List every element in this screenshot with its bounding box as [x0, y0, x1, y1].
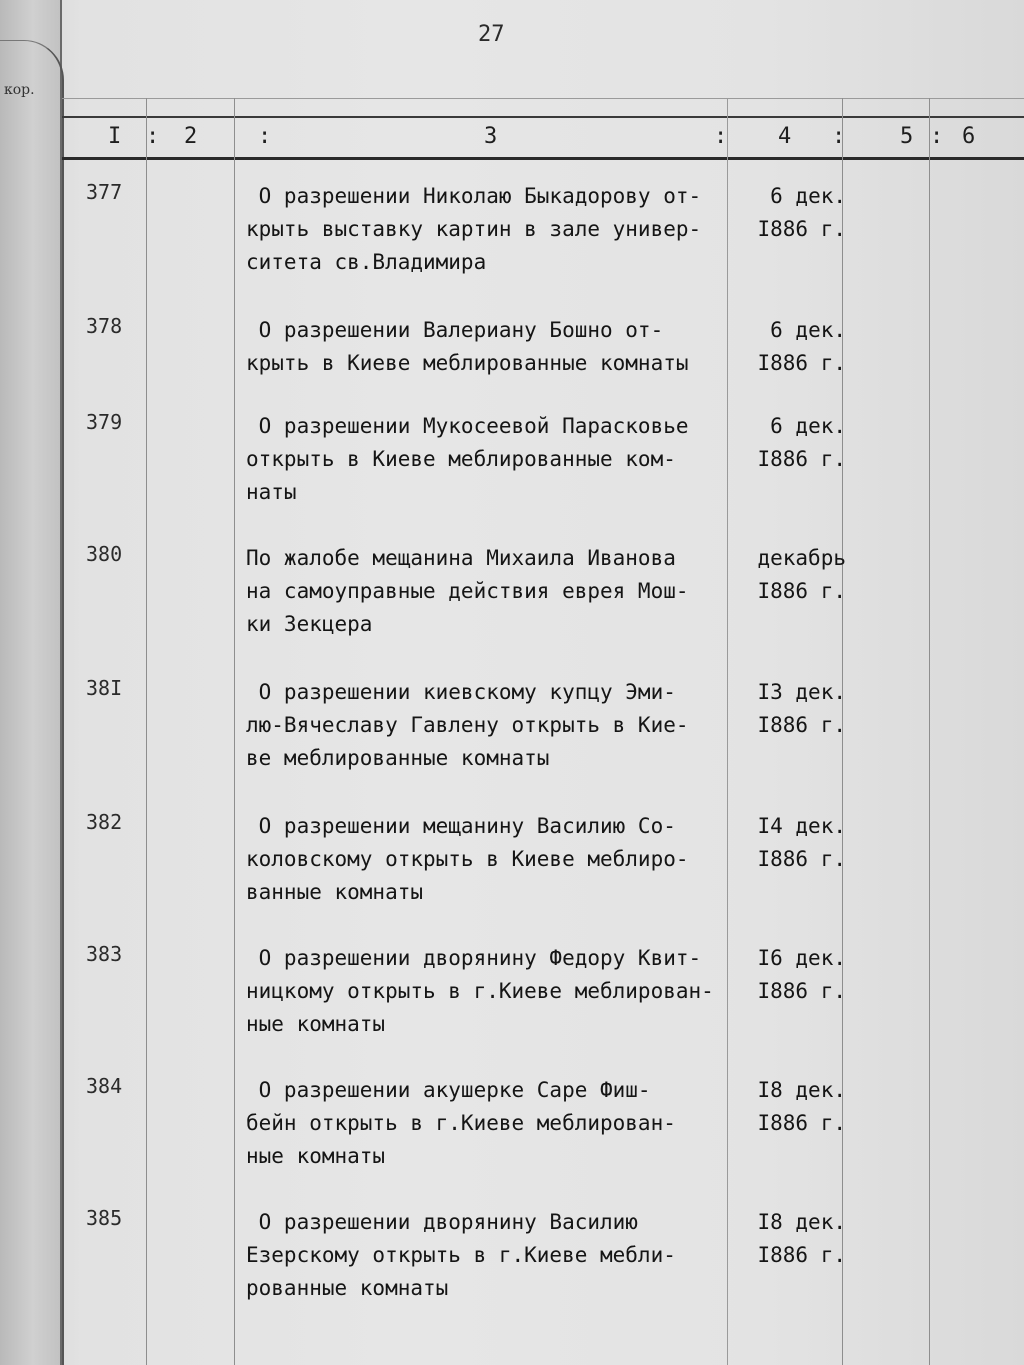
record-date: I886 г. [757, 579, 846, 603]
record-line: ванные комнаты [246, 880, 424, 904]
record-date: I886 г. [757, 1243, 846, 1267]
column-header-2: 2 [184, 124, 198, 149]
record-line: О разрешении Николаю Быкадорову от- 6 дек. [246, 180, 846, 213]
record-number: 382 [86, 810, 123, 834]
record-date: I6 дек. [757, 946, 846, 970]
record-date: 6 дек. [770, 414, 846, 438]
record-line: О разрешении дворянину Федору Квит- I6 дек. [246, 942, 846, 975]
record-line: открыть в Киеве меблированные ком- I886 г. [246, 443, 846, 476]
record-line: О разрешении акушерке Саре Фиш- I8 дек. [246, 1074, 846, 1107]
record-date: I886 г. [757, 979, 846, 1003]
record-line: О разрешении мещанину Василию Со- I4 дек. [246, 810, 846, 843]
column-header-6: 6 [962, 124, 976, 149]
column-header-separator: : [146, 124, 160, 149]
record-line: ные комнаты [246, 1144, 386, 1168]
column-header-1: I [108, 124, 122, 149]
column-header-4: 4 [778, 124, 792, 149]
record-date: I4 дек. [757, 814, 846, 838]
record-line: рованные комнаты [246, 1276, 449, 1300]
page-number: 27 [478, 22, 505, 47]
record-line: По жалобе мещанина Михаила Иванова декабрь [246, 542, 846, 575]
record-date: I886 г. [757, 1111, 846, 1135]
record-line: ситета св.Владимира [246, 250, 487, 274]
record-date: I3 дек. [757, 680, 846, 704]
margin-label: кор. [4, 82, 35, 98]
record-date: I886 г. [757, 351, 846, 375]
column-divider [234, 98, 235, 1365]
record-date: I886 г. [757, 713, 846, 737]
record-text [246, 676, 846, 775]
record-line: ные комнаты [246, 1012, 386, 1036]
record-text [246, 410, 846, 509]
column-header-separator: : [714, 124, 728, 149]
record-date: I886 г. [757, 447, 846, 471]
record-number: 377 [86, 180, 123, 204]
column-header-5: 5 [900, 124, 914, 149]
record-line: крыть в Киеве меблированные комнаты I886 г. [246, 347, 846, 380]
record-line: ки Зекцера [246, 612, 373, 636]
column-header-separator: : [258, 124, 272, 149]
record-date: I8 дек. [757, 1210, 846, 1234]
record-text [246, 314, 846, 380]
header-top-rule [62, 98, 1024, 99]
record-number: 383 [86, 942, 123, 966]
record-line: ницкому открыть в г.Киеве меблирован- I886 г. [246, 975, 846, 1008]
record-line: на самоуправные действия еврея Мош- I886 г. [246, 575, 846, 608]
record-date: I886 г. [757, 847, 846, 871]
record-number: 380 [86, 542, 123, 566]
column-header-3: 3 [484, 124, 498, 149]
record-date: декабрь [757, 546, 846, 570]
column-header-separator: : [832, 124, 846, 149]
record-text [246, 1206, 846, 1305]
record-text [246, 180, 846, 279]
record-text [246, 942, 846, 1041]
record-text [246, 810, 846, 909]
column-divider [146, 98, 147, 1365]
record-line: коловскому открыть в Киеве меблиро- I886 г. [246, 843, 846, 876]
record-line: О разрешении Мукосеевой Парасковье 6 дек. [246, 410, 846, 443]
record-date: I8 дек. [757, 1078, 846, 1102]
record-line: крыть выставку картин в зале универ- I886 г. [246, 213, 846, 246]
record-line: О разрешении Валериану Бошно от- 6 дек. [246, 314, 846, 347]
record-number: 379 [86, 410, 123, 434]
header-lower-rule [62, 157, 1024, 160]
previous-page-edge [0, 40, 64, 1365]
record-line: наты [246, 480, 297, 504]
record-date: 6 дек. [770, 184, 846, 208]
record-line: Езерскому открыть в г.Киеве мебли- I886 г. [246, 1239, 846, 1272]
record-text [246, 1074, 846, 1173]
column-header-separator: : [930, 124, 944, 149]
record-line: лю-Вячеславу Гавлену открыть в Кие- I886 г. [246, 709, 846, 742]
record-number: 384 [86, 1074, 123, 1098]
record-date: 6 дек. [770, 318, 846, 342]
record-line: О разрешении киевскому купцу Эми- I3 дек. [246, 676, 846, 709]
record-line: О разрешении дворянину Василию I8 дек. [246, 1206, 846, 1239]
record-line: ве меблированные комнаты [246, 746, 550, 770]
header-upper-rule [62, 116, 1024, 118]
record-text [246, 542, 846, 641]
record-number: 38I [86, 676, 123, 700]
column-divider [929, 98, 930, 1365]
record-line: бейн открыть в г.Киеве меблирован- I886 г. [246, 1107, 846, 1140]
record-number: 378 [86, 314, 123, 338]
record-number: 385 [86, 1206, 123, 1230]
record-date: I886 г. [757, 217, 846, 241]
